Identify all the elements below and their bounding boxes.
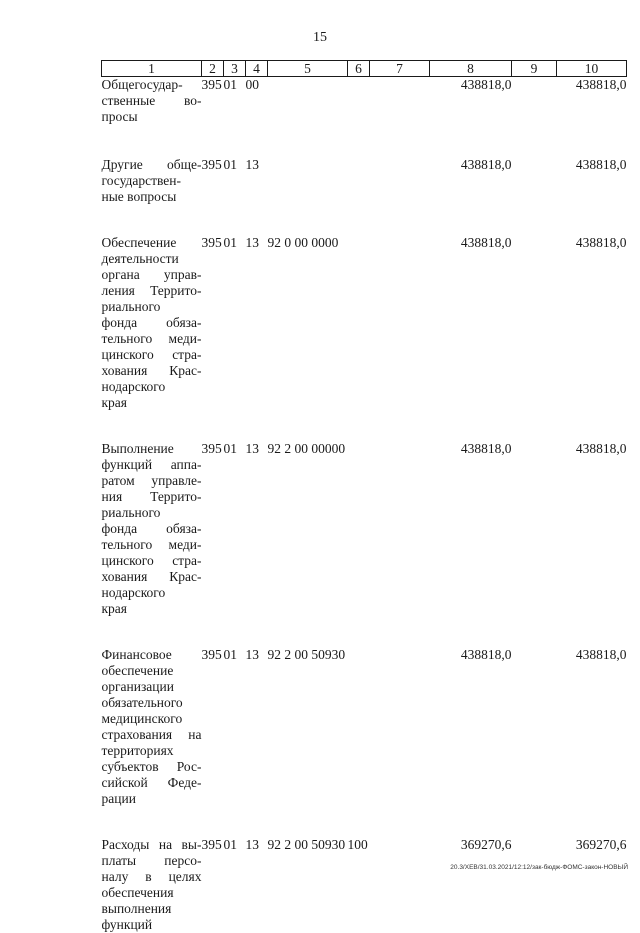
row-name-line: фонда обяза- [102, 315, 202, 331]
row-name-cell [102, 77, 202, 126]
target-article-cell [268, 125, 348, 205]
col9-cell [512, 205, 557, 411]
col9-cell [512, 411, 557, 617]
total-amount-cell: 369270,6 [557, 807, 627, 933]
col-header-9: 9 [512, 61, 557, 77]
row-name-line: ственные во- [102, 93, 202, 109]
table-row [102, 77, 627, 126]
page-number: 15 [0, 30, 640, 46]
col-header-7: 7 [370, 61, 430, 77]
expense-type-cell [348, 125, 370, 205]
target-article-cell: 92 0 00 0000 [268, 205, 348, 411]
col-header-5: 5 [268, 61, 348, 77]
row-name-line: платы персо- [102, 853, 202, 869]
subsection-code-cell: 13 [246, 617, 268, 807]
col9-cell [512, 617, 557, 807]
row-name-line: Другие обще- [102, 157, 202, 173]
col-header-6: 6 [348, 61, 370, 77]
row-name-line: ния Террито- [102, 489, 202, 505]
total-amount-cell: 438818,0 [557, 77, 627, 126]
row-name-line: хования Крас- [102, 363, 202, 379]
row-name-line: государствен- [102, 173, 202, 189]
row-name-line: органа управ- [102, 267, 202, 283]
row-name-line: края [102, 601, 202, 617]
row-name-line: риального [102, 299, 202, 315]
row-name-line: хования Крас- [102, 569, 202, 585]
amount-cell: 438818,0 [430, 205, 512, 411]
col9-cell [512, 125, 557, 205]
row-name-line: тельного меди- [102, 537, 202, 553]
total-amount-cell: 438818,0 [557, 205, 627, 411]
expense-type-cell [348, 77, 370, 126]
col7-cell [370, 411, 430, 617]
row-name-line: ные вопросы [102, 189, 202, 205]
col-header-8: 8 [430, 61, 512, 77]
section-code-cell: 01 [224, 125, 246, 205]
row-name-line: нодарского [102, 379, 202, 395]
subsection-code-cell: 13 [246, 125, 268, 205]
row-name-line: сийской Феде- [102, 775, 202, 791]
row-name-line: фонда обяза- [102, 521, 202, 537]
row-name-line: риального [102, 505, 202, 521]
row-name-line: организации [102, 679, 202, 695]
footer-note: 20.3/ХЕВ/31.03.2021/12:12/зак-бюдж-ФОМС-закон-НОВЫЙ [450, 864, 628, 871]
col9-cell [512, 77, 557, 126]
admin-code-cell: 395 [202, 205, 224, 411]
amount-cell: 369270,6 [430, 807, 512, 933]
target-article-cell: 92 2 00 50930 [268, 807, 348, 933]
row-name-cell [102, 125, 202, 205]
table-row [102, 617, 627, 807]
admin-code-cell: 395 [202, 77, 224, 126]
row-name-line: Расходы на вы- [102, 837, 202, 853]
total-amount-cell: 438818,0 [557, 125, 627, 205]
row-name-cell [102, 205, 202, 411]
amount-cell: 438818,0 [430, 617, 512, 807]
total-amount-cell: 438818,0 [557, 617, 627, 807]
col-header-1: 1 [102, 61, 202, 77]
col7-cell [370, 77, 430, 126]
row-name-cell [102, 411, 202, 617]
row-name-line: обеспечение [102, 663, 202, 679]
expense-type-cell [348, 205, 370, 411]
row-name-line: нодарского [102, 585, 202, 601]
subsection-code-cell: 00 [246, 77, 268, 126]
target-article-cell [268, 77, 348, 126]
expense-type-cell: 100 [348, 807, 370, 933]
col7-cell [370, 205, 430, 411]
row-name-line: ратом управле- [102, 473, 202, 489]
row-name-line: Обеспечение [102, 235, 202, 251]
row-name-line: просы [102, 109, 202, 125]
budget-table [101, 60, 627, 933]
col-header-10: 10 [557, 61, 627, 77]
row-name-cell [102, 617, 202, 807]
row-name-line: тельного меди- [102, 331, 202, 347]
amount-cell: 438818,0 [430, 125, 512, 205]
row-name-line: медицинского [102, 711, 202, 727]
row-name-line: обеспечения [102, 885, 202, 901]
table-row [102, 205, 627, 411]
row-name-line: Выполнение [102, 441, 202, 457]
row-name-line: территориях [102, 743, 202, 759]
col-header-3: 3 [224, 61, 246, 77]
row-name-line: цинского стра- [102, 347, 202, 363]
row-name-line: функций аппа- [102, 457, 202, 473]
subsection-code-cell: 13 [246, 205, 268, 411]
row-name-line: ления Террито- [102, 283, 202, 299]
table-row [102, 125, 627, 205]
row-name-cell [102, 807, 202, 933]
total-amount-cell: 438818,0 [557, 411, 627, 617]
admin-code-cell: 395 [202, 125, 224, 205]
row-name-line: выполнения [102, 901, 202, 917]
row-name-line: цинского стра- [102, 553, 202, 569]
col-header-2: 2 [202, 61, 224, 77]
section-code-cell: 01 [224, 205, 246, 411]
section-code-cell: 01 [224, 807, 246, 933]
row-name-line: Финансовое [102, 647, 202, 663]
amount-cell: 438818,0 [430, 77, 512, 126]
section-code-cell: 01 [224, 617, 246, 807]
row-name-line: обязательного [102, 695, 202, 711]
row-name-line: Общегосудар- [102, 77, 202, 93]
table-body [102, 77, 627, 933]
expense-type-cell [348, 617, 370, 807]
row-name-line: края [102, 395, 202, 411]
row-name-line: рации [102, 791, 202, 807]
subsection-code-cell: 13 [246, 807, 268, 933]
admin-code-cell: 395 [202, 411, 224, 617]
subsection-code-cell: 13 [246, 411, 268, 617]
col7-cell [370, 807, 430, 933]
target-article-cell: 92 2 00 50930 [268, 617, 348, 807]
expense-type-cell [348, 411, 370, 617]
admin-code-cell: 395 [202, 617, 224, 807]
col7-cell [370, 125, 430, 205]
table-row [102, 411, 627, 617]
row-name-line: страхования на [102, 727, 202, 743]
row-name-line: функций [102, 917, 202, 933]
table-header-row [102, 61, 627, 77]
col7-cell [370, 617, 430, 807]
target-article-cell: 92 2 00 00000 [268, 411, 348, 617]
col-header-4: 4 [246, 61, 268, 77]
row-name-line: налу в целях [102, 869, 202, 885]
row-name-line: деятельности [102, 251, 202, 267]
amount-cell: 438818,0 [430, 411, 512, 617]
row-name-line: субъектов Рос- [102, 759, 202, 775]
admin-code-cell: 395 [202, 807, 224, 933]
section-code-cell: 01 [224, 77, 246, 126]
section-code-cell: 01 [224, 411, 246, 617]
